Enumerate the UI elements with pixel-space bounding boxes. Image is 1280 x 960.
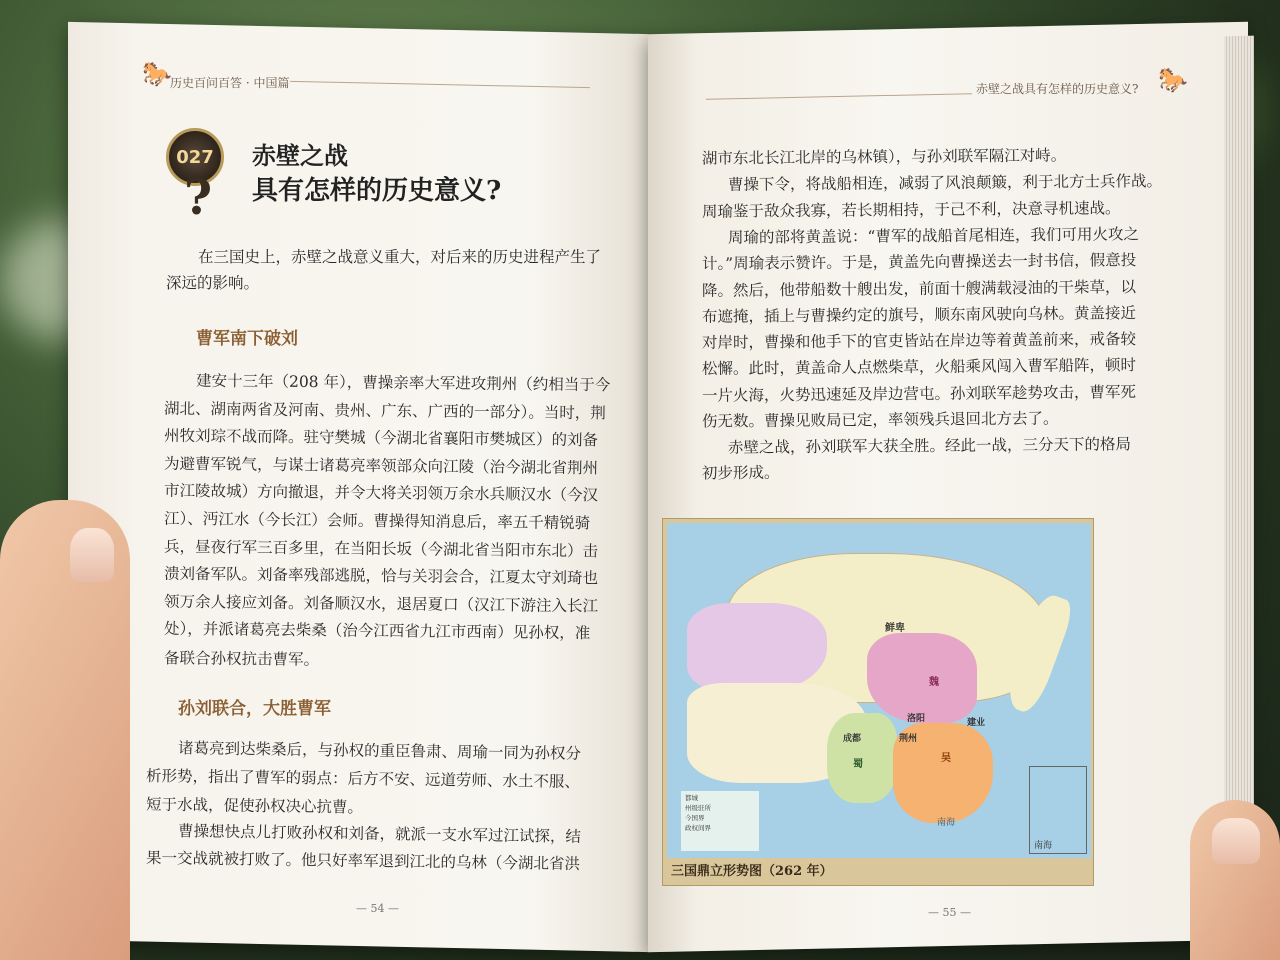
left-page-header: 历史百问百答 · 中国篇	[170, 76, 290, 90]
body-line: 建安十三年（208 年），曹操亲率大军进攻荆州（约相当于今	[195, 371, 611, 395]
body-line: 短于水战，促使孙权决心抗曹。	[145, 795, 364, 817]
western-region	[687, 603, 827, 693]
body-line: 处），并派诸葛亮去柴桑（治今江西省九江市西南）见孙权，准	[163, 620, 591, 643]
legend-item: 都城	[685, 794, 698, 802]
body-line: 溃刘备军队。刘备率残部逃脱，恰与关羽会合，江夏太守刘琦也	[163, 564, 599, 588]
body-line: 降。然后，他带船数十艘出发，前面十艘满载浸油的干柴草，以	[701, 277, 1137, 300]
horse-logo-icon: 🐎	[1158, 66, 1188, 94]
legend-item: 政权间界	[685, 824, 711, 832]
body-line: 析形势，指出了曹军的弱点：后方不安、远道劳师、水土不服、	[145, 766, 581, 791]
question-mark-icon: ?	[184, 170, 213, 226]
body-line: 备联合孙权抗击曹军。	[163, 649, 320, 669]
body-line: 初步形成。	[701, 463, 780, 482]
map-label: 鲜卑	[885, 623, 905, 634]
south-sea-inset	[1029, 766, 1087, 854]
map-label: 洛阳	[907, 714, 926, 724]
map-area	[667, 523, 1091, 858]
map-label: 吴	[941, 753, 951, 764]
section-heading: 曹军南下破刘	[196, 329, 298, 349]
body-line: 松懈。此时，黄盖命人点燃柴草，火船乘风闯入曹军船阵，顿时	[701, 356, 1137, 379]
body-line: 市江陵故城）方向撤退，并令大将关羽领万余水兵顺汉水（今汉	[163, 482, 599, 505]
title-line-2: 具有怎样的历史意义?	[252, 176, 502, 206]
page-edges	[1224, 36, 1254, 897]
body-line: 一片火海，火势迅速延及岸边营屯。孙刘联军趁势攻击，曹军死	[701, 382, 1137, 405]
thumbnail	[70, 528, 114, 582]
legend-item: 今国界	[685, 814, 705, 822]
body-line: 江）、沔江水（今长江）会师。曹操得知消息后，率五千精锐骑	[163, 509, 591, 533]
body-line: 兵，昼夜行军三百多里，在当阳长坂（今湖北省当阳市东北）击	[163, 537, 599, 560]
left-hand	[0, 500, 130, 960]
body-line: 对岸时，曹操和他手下的官吏皆站在岸边等着黄盖前来，戒备较	[701, 330, 1137, 352]
map-label: 荆州	[899, 734, 918, 744]
map-label: 蜀	[853, 759, 863, 770]
title-line-1: 赤壁之战	[252, 141, 348, 170]
right-hand	[1190, 800, 1280, 960]
thumbnail	[1212, 818, 1260, 864]
body-line: 伤无数。曹操见败局已定，率领残兵退回北方去了。	[701, 409, 1059, 431]
body-line: 曹操下令，将战船相连，减弱了风浪颠簸，利于北方士兵作战。	[727, 172, 1163, 195]
body-line: 湖市东北长江北岸的乌林镇），与孙刘联军隔江对峙。	[701, 146, 1067, 168]
body-line: 州牧刘琮不战而降。驻守樊城（今湖北省襄阳市樊城区）的刘备	[163, 426, 599, 450]
legend-item: 州级驻所	[685, 804, 711, 812]
map-label: 魏	[929, 677, 939, 688]
map-caption: 三国鼎立形势图（262 年）	[671, 864, 833, 879]
right-page-header: 赤壁之战具有怎样的历史意义?	[976, 82, 1139, 96]
body-line: 周瑜的部将黄盖说：“曹军的战船首尾相连，我们可用火攻之	[727, 225, 1140, 247]
three-kingdoms-map	[662, 518, 1094, 886]
body-line: 曹操想快点儿打败孙权和刘备，就派一支水军过江试探，结	[177, 821, 582, 846]
body-line: 果一交战就被打败了。他只好率军退到江北的乌林（今湖北省洪	[145, 849, 581, 874]
section-heading: 孙刘联合，大胜曹军	[178, 699, 331, 719]
body-line: 周瑜鉴于敌众我寡，若长期相持，于己不利，决意寻机速战。	[701, 198, 1121, 221]
wei-region	[867, 633, 977, 723]
body-line: 为避曹军锐气，与谋士诸葛亮率领部众向江陵（治今湖北省荆州	[163, 454, 599, 478]
intro-line: 深远的影响。	[166, 274, 260, 292]
page-number-right: — 55 —	[928, 906, 971, 919]
map-label: 建业	[967, 718, 986, 728]
intro-line: 在三国史上，赤壁之战意义重大，对后来的历史进程产生了	[198, 248, 602, 266]
body-line: 湖北、湖南两省及河南、贵州、广东、广西的一部分）。当时，荆	[163, 399, 606, 422]
horse-logo-icon: 🐎	[142, 60, 172, 88]
map-label: 南海	[937, 818, 956, 828]
inset-label: 南海	[1034, 841, 1053, 851]
body-line: 领万余人接应刘备。刘备顺汉水，退居夏口（汉江下游注入长江	[163, 592, 599, 616]
body-line: 赤壁之战，孙刘联军大获全胜。经此一战，三分天下的格局	[727, 435, 1132, 458]
body-line: 诸葛亮到达柴桑后，与孙权的重臣鲁肃、周瑜一同为孙权分	[177, 739, 582, 763]
question-number-badge: 027	[166, 128, 224, 186]
body-line: 计。”周瑜表示赞许。于是，黄盖先向曹操送去一封书信，假意投	[701, 251, 1137, 274]
page-number-left: — 54 —	[356, 902, 399, 915]
map-legend	[681, 791, 759, 851]
map-label: 成都	[843, 734, 862, 744]
body-line: 布遮掩，插上与曹操约定的旗号，顺东南风驶向乌林。黄盖接近	[701, 303, 1137, 326]
